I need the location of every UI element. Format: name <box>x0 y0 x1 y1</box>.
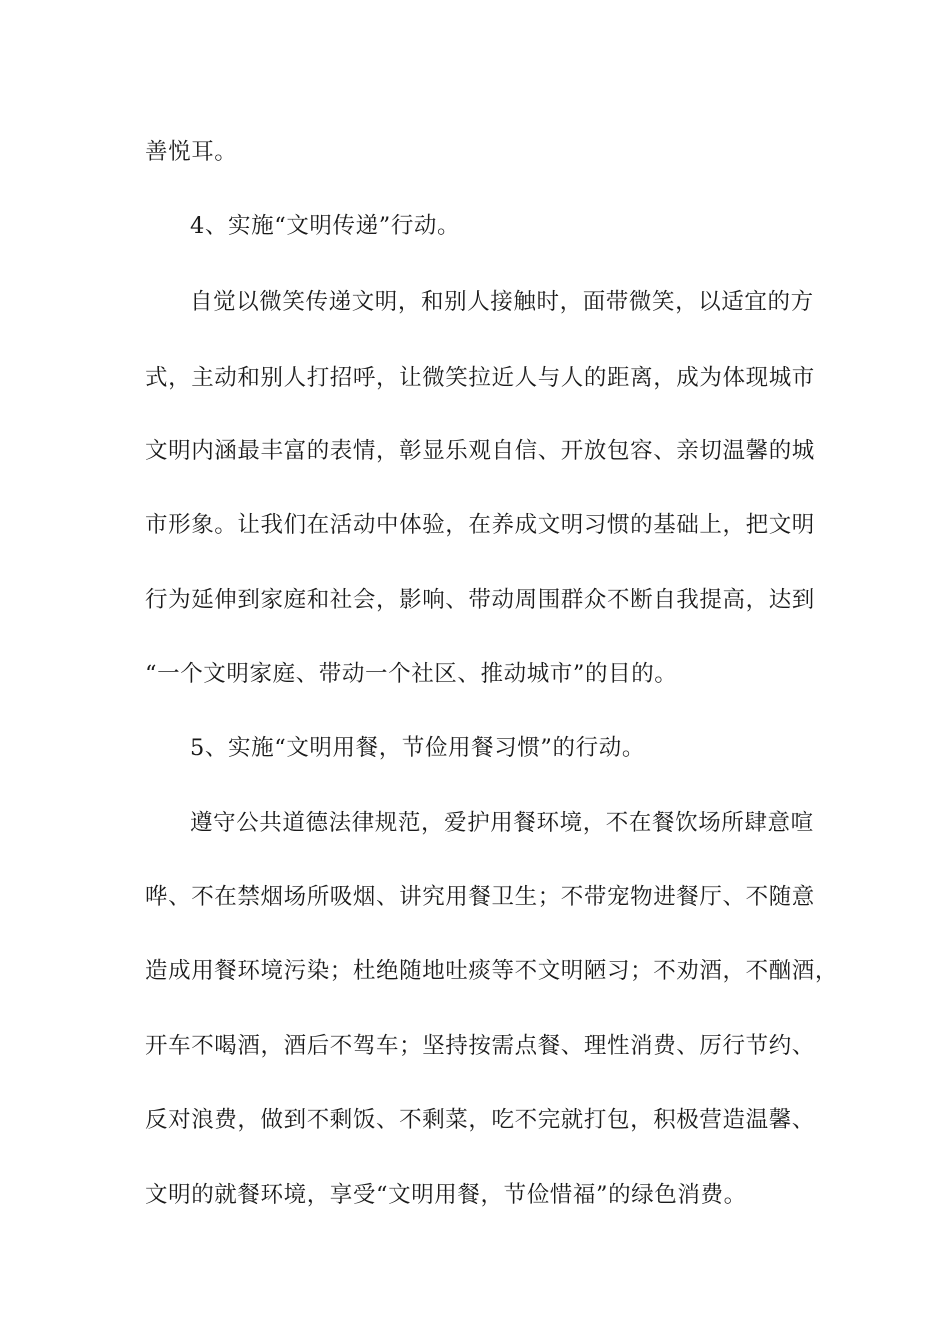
section-heading-5: 5、实施“文明用餐，节俭用餐习惯”的行动。 <box>190 735 645 761</box>
paragraph-line: 反对浪费，做到不剩饭、不剩菜，吃不完就打包，积极营造温馨、 <box>145 1107 815 1133</box>
paragraph-line: 文明内涵最丰富的表情，彰显乐观自信、开放包容、亲切温馨的城 <box>145 438 815 464</box>
paragraph-line: 式，主动和别人打招呼，让微笑拉近人与人的距离，成为体现城市 <box>145 365 815 391</box>
paragraph-line: 哗、不在禁烟场所吸烟、讲究用餐卫生；不带宠物进餐厅、不随意 <box>145 884 815 910</box>
paragraph-line: 文明的就餐环境，享受“文明用餐，节俭惜福”的绿色消费。 <box>145 1182 747 1208</box>
section-heading-4: 4、实施“文明传递”行动。 <box>190 213 461 239</box>
paragraph-line: 遵守公共道德法律规范，爱护用餐环境，不在餐饮场所肆意喧 <box>190 810 814 836</box>
paragraph-line: 开车不喝酒，酒后不驾车；坚持按需点餐、理性消费、厉行节约、 <box>145 1033 815 1059</box>
paragraph-line: 造成用餐环境污染；杜绝随地吐痰等不文明陋习；不劝酒，不酗酒， <box>145 958 839 984</box>
paragraph-line: 善悦耳。 <box>145 139 238 165</box>
paragraph-line: “一个文明家庭、带动一个社区、推动城市”的目的。 <box>145 661 678 687</box>
paragraph-line: 自觉以微笑传递文明，和别人接触时，面带微笑，以适宜的方 <box>190 289 814 315</box>
paragraph-line: 市形象。让我们在活动中体验，在养成文明习惯的基础上，把文明 <box>145 512 815 538</box>
paragraph-line: 行为延伸到家庭和社会，影响、带动周围群众不断自我提高，达到 <box>145 587 815 613</box>
